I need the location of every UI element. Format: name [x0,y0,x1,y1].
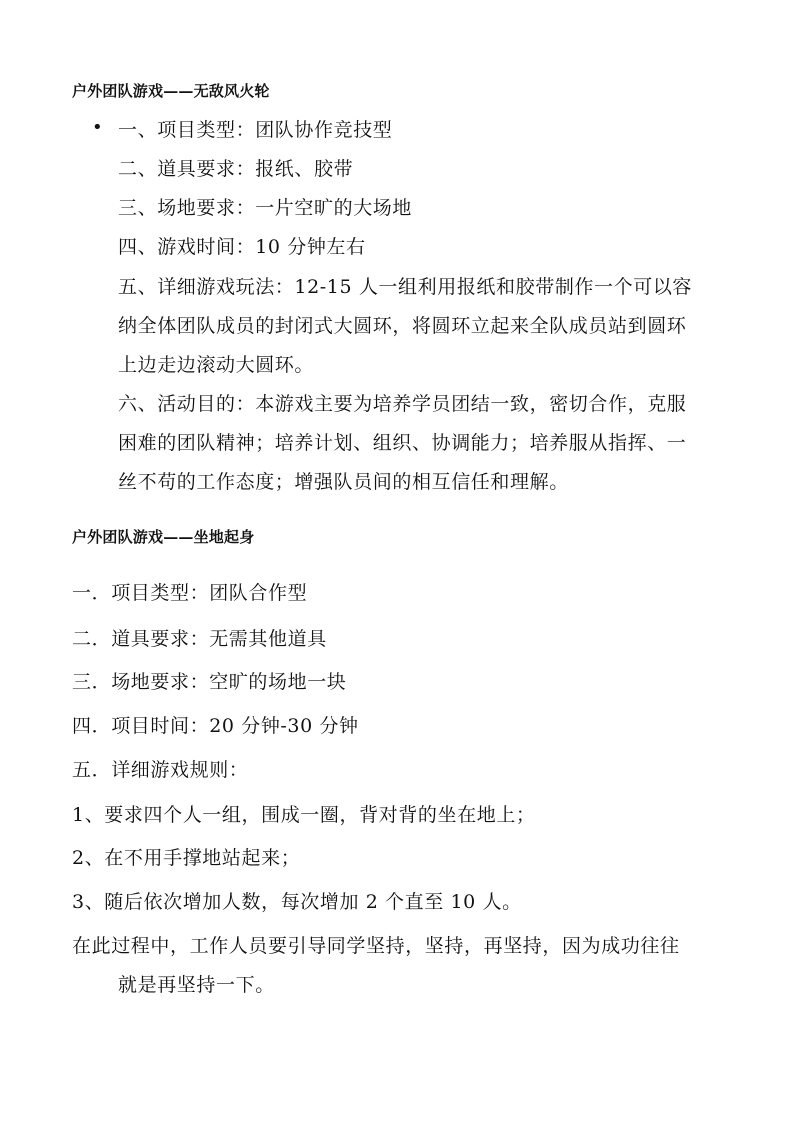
bullet-icon: • [92,117,103,138]
s2-rule-3: 3、随后依次增加人数，每次增加 2 个直至 10 人。 [72,891,522,913]
s1-item-6-line-1: 六、活动目的：本游戏主要为培养学员团结一致，密切合作，克服 [118,393,687,415]
section2-title: 户外团队游戏——坐地起身 [72,528,255,546]
s2-closing-line-2: 就是再坚持一下。 [118,974,275,996]
s2-item-3: 三．场地要求：空旷的场地一块 [72,671,347,693]
s1-item-6-line-3: 丝不苟的工作态度；增强队员间的相互信任和理解。 [118,471,569,493]
s1-item-5-line-1: 五、详细游戏玩法：12-15 人一组利用报纸和胶带制作一个可以容 [118,276,693,298]
s1-item-2: 二、道具要求：报纸、胶带 [118,158,354,180]
s2-closing-line-1: 在此过程中，工作人员要引导同学坚持，坚持，再坚持，因为成功往往 [72,935,680,957]
s2-item-2: 二．道具要求：无需其他道具 [72,628,327,650]
s2-item-4: 四．项目时间：20 分钟-30 分钟 [72,715,359,737]
s2-rule-1: 1、要求四个人一组，围成一圈，背对背的坐在地上； [72,804,536,826]
s1-item-5-line-2: 纳全体团队成员的封闭式大圆环，将圆环立起来全队成员站到圆环 [118,315,687,337]
s1-item-3: 三、场地要求：一片空旷的大场地 [118,197,413,219]
s2-rule-2: 2、在不用手撑地站起来； [72,847,301,869]
s1-item-6-line-2: 困难的团队精神；培养计划、组织、协调能力；培养服从指挥、一 [118,432,687,454]
section1-title: 户外团队游戏——无敌风火轮 [72,82,270,100]
s1-item-1: 一、项目类型：团队协作竞技型 [118,119,393,141]
s1-item-4: 四、游戏时间：10 分钟左右 [118,236,366,258]
s2-item-5: 五．详细游戏规则： [72,759,249,781]
s1-item-5-line-3: 上边走边滚动大圆环。 [118,354,315,376]
s2-item-1: 一．项目类型：团队合作型 [72,582,308,604]
